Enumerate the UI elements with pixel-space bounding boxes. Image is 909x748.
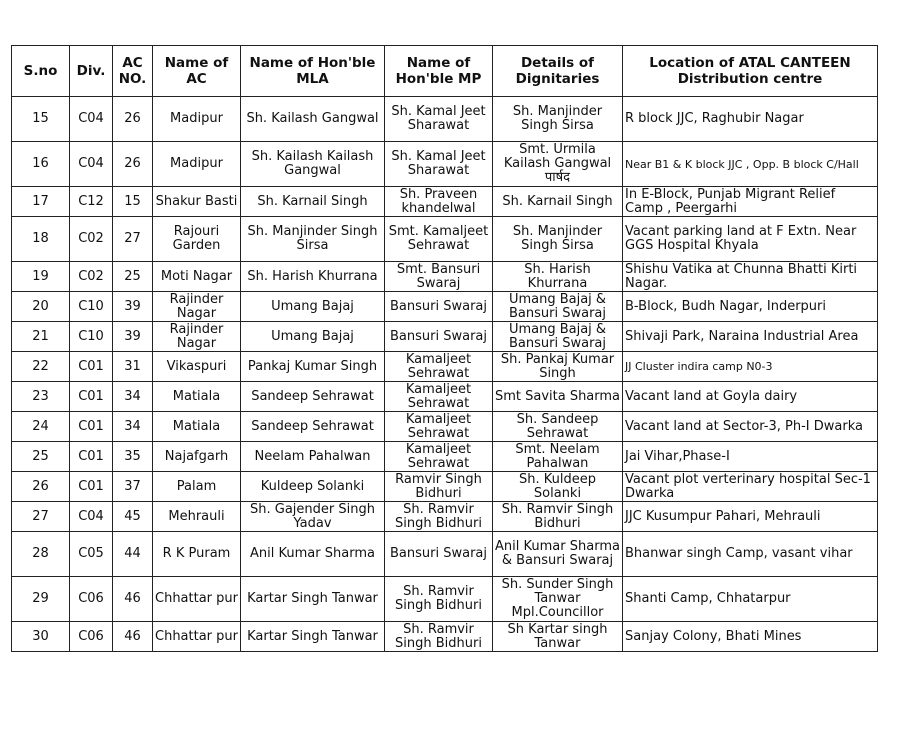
cell-dignitaries: Anil Kumar Sharma & Bansuri Swaraj bbox=[493, 532, 623, 577]
cell-dignitaries: Sh. Ramvir Singh Bidhuri bbox=[493, 502, 623, 532]
header-location: Location of ATAL CANTEEN Distribution centre bbox=[623, 46, 878, 97]
cell-mla: Sh. Karnail Singh bbox=[241, 187, 385, 217]
table-row bbox=[12, 97, 878, 142]
cell-mla: Sh. Harish Khurrana bbox=[241, 262, 385, 292]
cell-location: JJ Cluster indira camp N0-3 bbox=[623, 352, 878, 382]
table-row bbox=[12, 382, 878, 412]
cell-dignitaries: Sh. Harish Khurrana bbox=[493, 262, 623, 292]
header-dignitaries: Details of Dignitaries bbox=[493, 46, 623, 97]
cell-div: C04 bbox=[70, 142, 113, 187]
cell-div: C10 bbox=[70, 322, 113, 352]
cell-mla: Kartar Singh Tanwar bbox=[241, 577, 385, 622]
cell-ac-name: Madipur bbox=[153, 97, 241, 142]
cell-div: C04 bbox=[70, 502, 113, 532]
cell-ac-name: Chhattar pur bbox=[153, 622, 241, 652]
cell-mp: Sh. Kamal Jeet Sharawat bbox=[385, 142, 493, 187]
cell-div: C05 bbox=[70, 532, 113, 577]
cell-sno: 28 bbox=[12, 532, 70, 577]
cell-mp: Kamaljeet Sehrawat bbox=[385, 412, 493, 442]
cell-mla: Pankaj Kumar Singh bbox=[241, 352, 385, 382]
cell-ac-no: 45 bbox=[113, 502, 153, 532]
cell-sno: 22 bbox=[12, 352, 70, 382]
cell-location: Jai Vihar,Phase-I bbox=[623, 442, 878, 472]
cell-ac-name: Rajinder Nagar bbox=[153, 322, 241, 352]
cell-mla: Sh. Manjinder Singh Sirsa bbox=[241, 217, 385, 262]
table-row bbox=[12, 187, 878, 217]
cell-mp: Sh. Praveen khandelwal bbox=[385, 187, 493, 217]
header-sno: S.no bbox=[12, 46, 70, 97]
cell-location: Shishu Vatika at Chunna Bhatti Kirti Nagar. bbox=[623, 262, 878, 292]
table-row bbox=[12, 622, 878, 652]
cell-ac-name: R K Puram bbox=[153, 532, 241, 577]
cell-dignitaries: Sh Kartar singh Tanwar bbox=[493, 622, 623, 652]
cell-location: B-Block, Budh Nagar, Inderpuri bbox=[623, 292, 878, 322]
cell-mla: Sh. Gajender Singh Yadav bbox=[241, 502, 385, 532]
cell-mp: Bansuri Swaraj bbox=[385, 322, 493, 352]
cell-mp: Sh. Kamal Jeet Sharawat bbox=[385, 97, 493, 142]
cell-sno: 21 bbox=[12, 322, 70, 352]
cell-sno: 15 bbox=[12, 97, 70, 142]
cell-location: Near B1 & K block JJC , Opp. B block C/Hall bbox=[623, 142, 878, 187]
cell-sno: 29 bbox=[12, 577, 70, 622]
cell-ac-name: Matiala bbox=[153, 382, 241, 412]
table-header-row bbox=[12, 46, 878, 97]
cell-mla: Sh. Kailash Gangwal bbox=[241, 97, 385, 142]
cell-mp: Ramvir Singh Bidhuri bbox=[385, 472, 493, 502]
cell-ac-name: Shakur Basti bbox=[153, 187, 241, 217]
cell-ac-no: 39 bbox=[113, 322, 153, 352]
cell-ac-no: 15 bbox=[113, 187, 153, 217]
cell-mla: Anil Kumar Sharma bbox=[241, 532, 385, 577]
cell-ac-name: Chhattar pur bbox=[153, 577, 241, 622]
cell-dignitaries: Umang Bajaj & Bansuri Swaraj bbox=[493, 322, 623, 352]
cell-mla: Umang Bajaj bbox=[241, 292, 385, 322]
cell-mla: Sh. Kailash Kailash Gangwal bbox=[241, 142, 385, 187]
cell-mp: Kamaljeet Sehrawat bbox=[385, 442, 493, 472]
cell-ac-no: 39 bbox=[113, 292, 153, 322]
cell-sno: 30 bbox=[12, 622, 70, 652]
cell-sno: 18 bbox=[12, 217, 70, 262]
cell-dignitaries: Sh. Manjinder Singh Sirsa bbox=[493, 97, 623, 142]
cell-dignitaries: Smt. Neelam Pahalwan bbox=[493, 442, 623, 472]
header-mla: Name of Hon'ble MLA bbox=[241, 46, 385, 97]
header-div: Div. bbox=[70, 46, 113, 97]
cell-div: C12 bbox=[70, 187, 113, 217]
table-row bbox=[12, 142, 878, 187]
cell-dignitaries: Smt Savita Sharma bbox=[493, 382, 623, 412]
table-row bbox=[12, 217, 878, 262]
header-ac-no: AC NO. bbox=[113, 46, 153, 97]
cell-ac-no: 31 bbox=[113, 352, 153, 382]
cell-sno: 20 bbox=[12, 292, 70, 322]
cell-mla: Sandeep Sehrawat bbox=[241, 412, 385, 442]
cell-ac-name: Rajinder Nagar bbox=[153, 292, 241, 322]
cell-mla: Sandeep Sehrawat bbox=[241, 382, 385, 412]
cell-ac-no: 26 bbox=[113, 142, 153, 187]
cell-mla: Umang Bajaj bbox=[241, 322, 385, 352]
cell-div: C01 bbox=[70, 472, 113, 502]
cell-ac-no: 27 bbox=[113, 217, 153, 262]
cell-ac-name: Palam bbox=[153, 472, 241, 502]
cell-dignitaries: Sh. Karnail Singh bbox=[493, 187, 623, 217]
cell-mp: Sh. Ramvir Singh Bidhuri bbox=[385, 502, 493, 532]
cell-div: C02 bbox=[70, 262, 113, 292]
cell-ac-name: Matiala bbox=[153, 412, 241, 442]
cell-sno: 27 bbox=[12, 502, 70, 532]
table-row bbox=[12, 502, 878, 532]
cell-sno: 26 bbox=[12, 472, 70, 502]
cell-ac-name: Madipur bbox=[153, 142, 241, 187]
cell-div: C01 bbox=[70, 382, 113, 412]
header-mp: Name of Hon'ble MP bbox=[385, 46, 493, 97]
cell-location: R block JJC, Raghubir Nagar bbox=[623, 97, 878, 142]
cell-dignitaries: Sh. Kuldeep Solanki bbox=[493, 472, 623, 502]
cell-mp: Kamaljeet Sehrawat bbox=[385, 382, 493, 412]
cell-location: Vacant parking land at F Extn. Near GGS Hospital Khyala bbox=[623, 217, 878, 262]
cell-mp: Bansuri Swaraj bbox=[385, 292, 493, 322]
table-row bbox=[12, 472, 878, 502]
cell-mp: Sh. Ramvir Singh Bidhuri bbox=[385, 622, 493, 652]
cell-ac-name: Moti Nagar bbox=[153, 262, 241, 292]
cell-location: Vacant plot verterinary hospital Sec-1 Dwarka bbox=[623, 472, 878, 502]
cell-dignitaries: Sh. Sandeep Sehrawat bbox=[493, 412, 623, 442]
cell-ac-no: 37 bbox=[113, 472, 153, 502]
table-row bbox=[12, 442, 878, 472]
table-row bbox=[12, 262, 878, 292]
cell-mla: Kartar Singh Tanwar bbox=[241, 622, 385, 652]
cell-location: JJC Kusumpur Pahari, Mehrauli bbox=[623, 502, 878, 532]
cell-dignitaries: Sh. Manjinder Singh Sirsa bbox=[493, 217, 623, 262]
cell-location: Shanti Camp, Chhatarpur bbox=[623, 577, 878, 622]
cell-ac-no: 25 bbox=[113, 262, 153, 292]
cell-ac-no: 44 bbox=[113, 532, 153, 577]
cell-mla: Neelam Pahalwan bbox=[241, 442, 385, 472]
cell-ac-name: Vikaspuri bbox=[153, 352, 241, 382]
cell-dignitaries: Smt. Urmila Kailash Gangwal पार्षद bbox=[493, 142, 623, 187]
cell-dignitaries: Sh. Sunder Singh Tanwar Mpl.Councillor bbox=[493, 577, 623, 622]
cell-location: Vacant land at Goyla dairy bbox=[623, 382, 878, 412]
cell-ac-no: 46 bbox=[113, 622, 153, 652]
cell-ac-no: 35 bbox=[113, 442, 153, 472]
cell-dignitaries: Sh. Pankaj Kumar Singh bbox=[493, 352, 623, 382]
cell-ac-no: 34 bbox=[113, 412, 153, 442]
cell-div: C01 bbox=[70, 412, 113, 442]
cell-mp: Smt. Bansuri Swaraj bbox=[385, 262, 493, 292]
cell-sno: 16 bbox=[12, 142, 70, 187]
cell-div: C06 bbox=[70, 577, 113, 622]
table-row bbox=[12, 412, 878, 442]
cell-div: C01 bbox=[70, 442, 113, 472]
table-row bbox=[12, 322, 878, 352]
atal-canteen-table bbox=[11, 45, 878, 652]
cell-ac-name: Rajouri Garden bbox=[153, 217, 241, 262]
cell-location: Bhanwar singh Camp, vasant vihar bbox=[623, 532, 878, 577]
header-name-of-ac: Name of AC bbox=[153, 46, 241, 97]
cell-dignitaries: Umang Bajaj & Bansuri Swaraj bbox=[493, 292, 623, 322]
cell-div: C10 bbox=[70, 292, 113, 322]
cell-mp: Kamaljeet Sehrawat bbox=[385, 352, 493, 382]
table-row bbox=[12, 532, 878, 577]
cell-div: C04 bbox=[70, 97, 113, 142]
cell-sno: 19 bbox=[12, 262, 70, 292]
cell-div: C02 bbox=[70, 217, 113, 262]
table-row bbox=[12, 352, 878, 382]
cell-ac-no: 46 bbox=[113, 577, 153, 622]
cell-div: C01 bbox=[70, 352, 113, 382]
cell-location: Shivaji Park, Naraina Industrial Area bbox=[623, 322, 878, 352]
table-row bbox=[12, 292, 878, 322]
cell-location: Vacant land at Sector-3, Ph-I Dwarka bbox=[623, 412, 878, 442]
cell-ac-no: 26 bbox=[113, 97, 153, 142]
cell-mp: Smt. Kamaljeet Sehrawat bbox=[385, 217, 493, 262]
cell-location: Sanjay Colony, Bhati Mines bbox=[623, 622, 878, 652]
cell-mla: Kuldeep Solanki bbox=[241, 472, 385, 502]
cell-mp: Sh. Ramvir Singh Bidhuri bbox=[385, 577, 493, 622]
cell-location: In E-Block, Punjab Migrant Relief Camp , Peergarhi bbox=[623, 187, 878, 217]
cell-ac-no: 34 bbox=[113, 382, 153, 412]
cell-sno: 24 bbox=[12, 412, 70, 442]
cell-ac-name: Najafgarh bbox=[153, 442, 241, 472]
cell-sno: 23 bbox=[12, 382, 70, 412]
cell-mp: Bansuri Swaraj bbox=[385, 532, 493, 577]
cell-sno: 25 bbox=[12, 442, 70, 472]
table-row bbox=[12, 577, 878, 622]
cell-div: C06 bbox=[70, 622, 113, 652]
cell-ac-name: Mehrauli bbox=[153, 502, 241, 532]
cell-sno: 17 bbox=[12, 187, 70, 217]
